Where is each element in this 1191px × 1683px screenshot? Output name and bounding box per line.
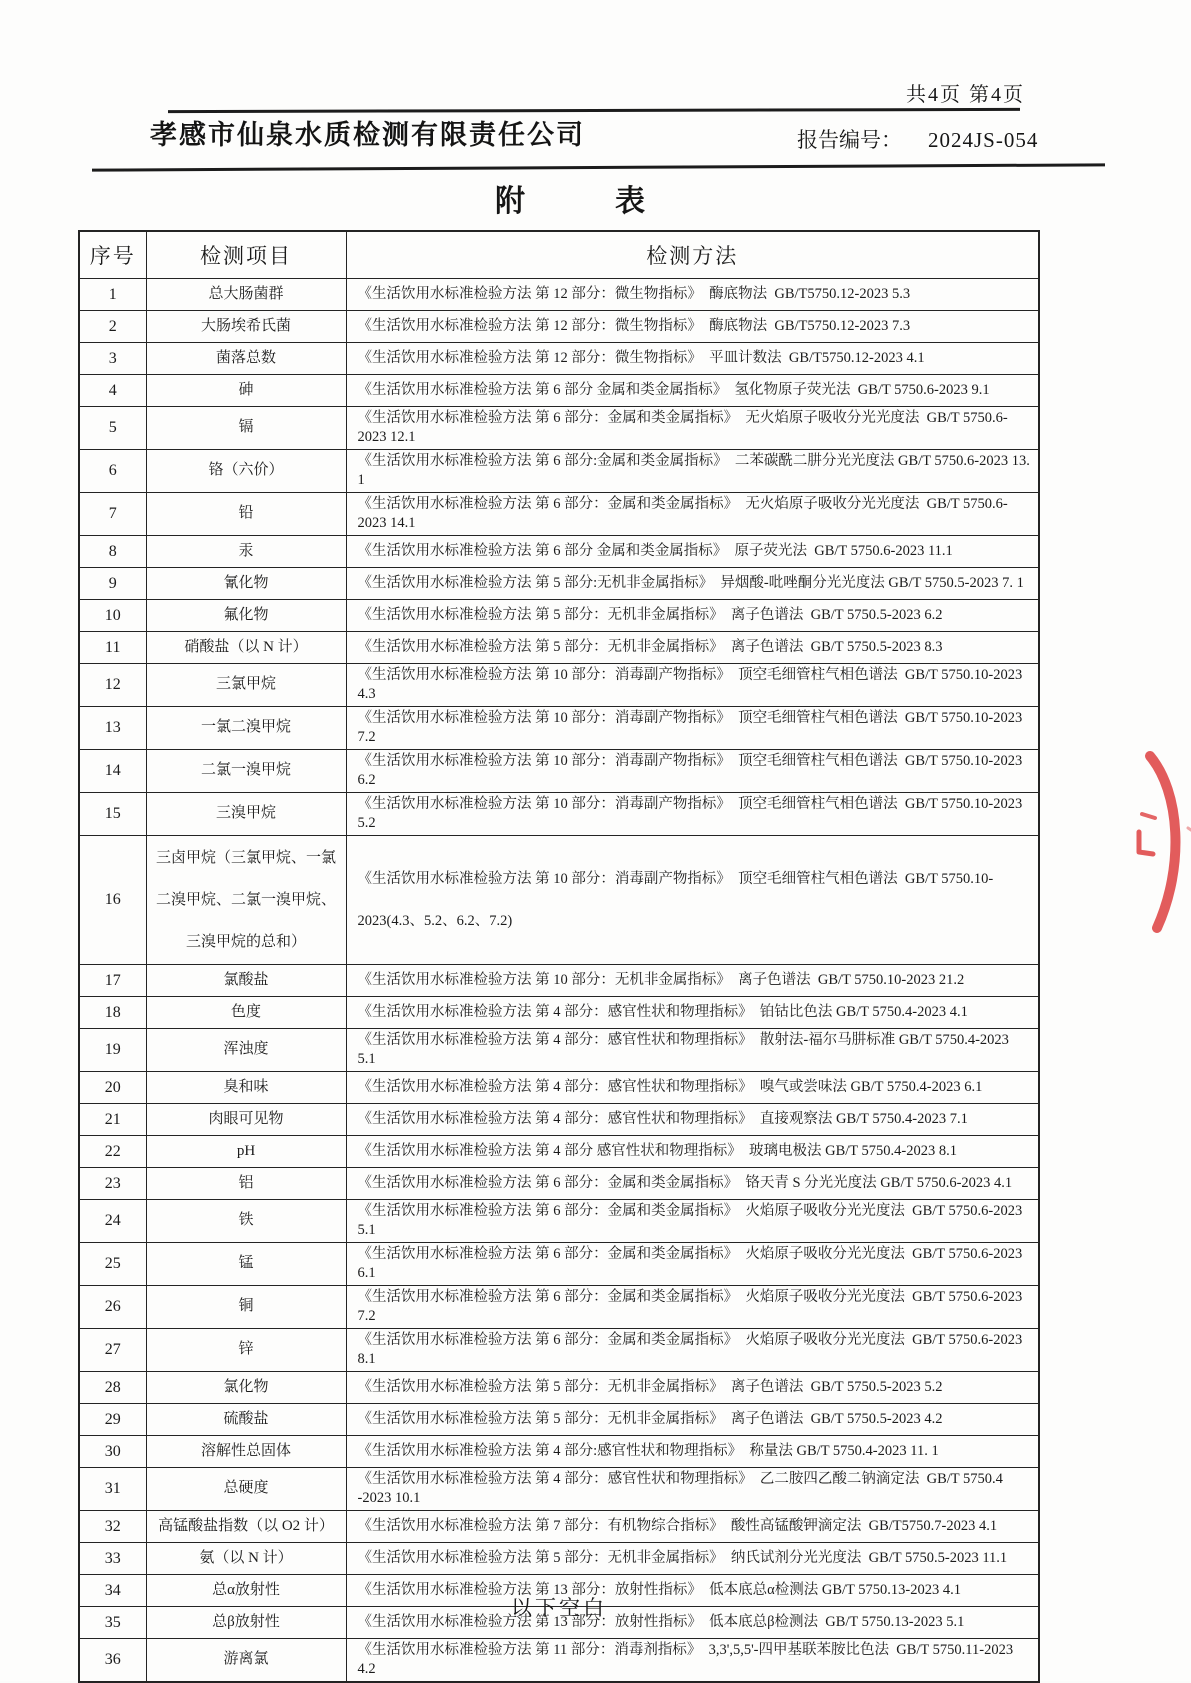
cell-no: 19 — [79, 1028, 146, 1071]
cell-no: 2 — [79, 310, 146, 342]
cell-no: 21 — [79, 1103, 146, 1135]
col-header-serial: 序号 — [79, 231, 146, 278]
cell-method: 《生活饮用水标准检验方法 第 6 部分：金属和类金属指标》 火焰原子吸收分光光度法 GB/T 5750.6-2023 5.1 — [346, 1199, 1039, 1242]
stamp-text-fragment — [1139, 832, 1153, 854]
cell-item: 氯酸盐 — [146, 964, 346, 996]
table-row — [79, 1242, 1039, 1285]
table-row — [79, 631, 1039, 663]
cell-no: 20 — [79, 1071, 146, 1103]
table-row — [79, 342, 1039, 374]
table-row — [79, 1103, 1039, 1135]
cell-method: 《生活饮用水标准检验方法 第 10 部分：消毒副产物指标》 顶空毛细管柱气相色谱法 GB/T 5750.10-2023 5.2 — [346, 792, 1039, 835]
methods-table-head — [79, 231, 1039, 278]
cell-item: 总α放射性 — [146, 1574, 346, 1606]
table-row — [79, 1638, 1039, 1682]
cell-no: 18 — [79, 996, 146, 1028]
table-row — [79, 1028, 1039, 1071]
table-row — [79, 1371, 1039, 1403]
cell-item: 锌 — [146, 1328, 346, 1371]
cell-item: 肉眼可见物 — [146, 1103, 346, 1135]
cell-item: 一氯二溴甲烷 — [146, 706, 346, 749]
table-row — [79, 792, 1039, 835]
cell-item: 总大肠菌群 — [146, 278, 346, 310]
methods-table — [78, 230, 1040, 1683]
cell-item: 总β放射性 — [146, 1606, 346, 1638]
table-row — [79, 567, 1039, 599]
cell-no: 22 — [79, 1135, 146, 1167]
cell-method: 《生活饮用水标准检验方法 第 6 部分：金属和类金属指标》 无火焰原子吸收分光光度法 GB/T 5750.6-2023 14.1 — [346, 492, 1039, 535]
table-row — [79, 749, 1039, 792]
methods-table-body — [79, 278, 1039, 1682]
table-row — [79, 449, 1039, 492]
col-header-item: 检测项目 — [146, 231, 346, 278]
stamp-arc-stroke — [1150, 756, 1175, 928]
table-row — [79, 1167, 1039, 1199]
cell-method: 《生活饮用水标准检验方法 第 6 部分：金属和类金属指标》 火焰原子吸收分光光度法 GB/T 5750.6-2023 8.1 — [346, 1328, 1039, 1371]
cell-item: 铁 — [146, 1199, 346, 1242]
cell-method: 《生活饮用水标准检验方法 第 6 部分：金属和类金属指标》 火焰原子吸收分光光度法 GB/T 5750.6-2023 6.1 — [346, 1242, 1039, 1285]
cell-method: 《生活饮用水标准检验方法 第 10 部分：消毒副产物指标》 顶空毛细管柱气相色谱法 GB/T 5750.10-2023 6.2 — [346, 749, 1039, 792]
cell-item: 二氯一溴甲烷 — [146, 749, 346, 792]
footer-note: 以下空白 — [511, 1596, 607, 1620]
table-row — [79, 1467, 1039, 1510]
cell-no: 17 — [79, 964, 146, 996]
cell-method: 《生活饮用水标准检验方法 第 13 部分：放射性指标》 低本底总α检测法 GB/T 5750.13-2023 4.1 — [346, 1574, 1039, 1606]
red-stamp-arc — [1118, 748, 1191, 938]
cell-no: 34 — [79, 1574, 146, 1606]
report-number-label: 报告编号： — [797, 128, 902, 152]
table-row — [79, 310, 1039, 342]
cell-method: 《生活饮用水标准检验方法 第 10 部分：消毒副产物指标》 顶空毛细管柱气相色谱法 GB/T 5750.10-2023 7.2 — [346, 706, 1039, 749]
cell-item: 三卤甲烷（三氯甲烷、一氯二溴甲烷、二氯一溴甲烷、三溴甲烷的总和） — [146, 835, 346, 964]
cell-item: 锰 — [146, 1242, 346, 1285]
cell-no: 14 — [79, 749, 146, 792]
cell-method: 《生活饮用水标准检验方法 第 12 部分：微生物指标》 平皿计数法 GB/T5750.12-2023 4.1 — [346, 342, 1039, 374]
cell-item: 大肠埃希氏菌 — [146, 310, 346, 342]
cell-item: 铅 — [146, 492, 346, 535]
stamp-text-fragment — [1142, 814, 1155, 818]
report-number-value: 2024JS-054 — [928, 128, 1039, 152]
cell-method: 《生活饮用水标准检验方法 第 5 部分：无机非金属指标》 离子色谱法 GB/T 5750.5-2023 5.2 — [346, 1371, 1039, 1403]
col-header-method: 检测方法 — [346, 231, 1039, 278]
header-row — [79, 231, 1039, 278]
cell-method: 《生活饮用水标准检验方法 第 6 部分：金属和类金属指标》 铬天青 S 分光光度法 GB/T 5750.6-2023 4.1 — [346, 1167, 1039, 1199]
cell-method: 《生活饮用水标准检验方法 第 10 部分：消毒副产物指标》 顶空毛细管柱气相色谱法 GB/T 5750.10-2023(4.3、5.2、6.2、7.2) — [346, 835, 1039, 964]
cell-method: 《生活饮用水标准检验方法 第 5 部分：无机非金属指标》 离子色谱法 GB/T 5750.5-2023 6.2 — [346, 599, 1039, 631]
cell-method: 《生活饮用水标准检验方法 第 5 部分:无机非金属指标》 异烟酸-吡唑酮分光光度法 GB/T 5750.5-2023 7. 1 — [346, 567, 1039, 599]
cell-item: 铜 — [146, 1285, 346, 1328]
cell-item: 游离氯 — [146, 1638, 346, 1682]
cell-item: 氰化物 — [146, 567, 346, 599]
cell-no: 35 — [79, 1606, 146, 1638]
cell-item: 氯化物 — [146, 1371, 346, 1403]
cell-no: 27 — [79, 1328, 146, 1371]
cell-no: 12 — [79, 663, 146, 706]
cell-method: 《生活饮用水标准检验方法 第 12 部分：微生物指标》 酶底物法 GB/T5750.12-2023 7.3 — [346, 310, 1039, 342]
table-row — [79, 1510, 1039, 1542]
cell-no: 23 — [79, 1167, 146, 1199]
cell-method: 《生活饮用水标准检验方法 第 4 部分：感官性状和物理指标》 嗅气或尝味法 GB/T 5750.4-2023 6.1 — [346, 1071, 1039, 1103]
cell-no: 31 — [79, 1467, 146, 1510]
table-row — [79, 996, 1039, 1028]
header-rule-bottom — [92, 163, 1105, 171]
cell-method: 《生活饮用水标准检验方法 第 11 部分：消毒剂指标》 3,3',5,5'-四甲基联苯胺比色法 GB/T 5750.11-2023 4.2 — [346, 1638, 1039, 1682]
cell-no: 30 — [79, 1435, 146, 1467]
report-number — [797, 124, 1038, 154]
table-row — [79, 964, 1039, 996]
cell-no: 36 — [79, 1638, 146, 1682]
cell-item: 铬（六价） — [146, 449, 346, 492]
cell-method: 《生活饮用水标准检验方法 第 12 部分：微生物指标》 酶底物法 GB/T5750.12-2023 5.3 — [346, 278, 1039, 310]
company-name: 孝感市仙泉水质检测有限责任公司 — [150, 120, 585, 150]
cell-item: 氨（以 N 计） — [146, 1542, 346, 1574]
cell-method: 《生活饮用水标准检验方法 第 10 部分：消毒副产物指标》 顶空毛细管柱气相色谱法 GB/T 5750.10-2023 4.3 — [346, 663, 1039, 706]
cell-no: 26 — [79, 1285, 146, 1328]
table-row — [79, 1285, 1039, 1328]
cell-no: 1 — [79, 278, 146, 310]
cell-method: 《生活饮用水标准检验方法 第 4 部分:感官性状和物理指标》 称量法 GB/T 5750.4-2023 11. 1 — [346, 1435, 1039, 1467]
cell-item: 三溴甲烷 — [146, 792, 346, 835]
cell-no: 5 — [79, 406, 146, 449]
cell-no: 15 — [79, 792, 146, 835]
cell-no: 13 — [79, 706, 146, 749]
cell-no: 24 — [79, 1199, 146, 1242]
cell-item: 汞 — [146, 535, 346, 567]
cell-method: 《生活饮用水标准检验方法 第 10 部分：无机非金属指标》 离子色谱法 GB/T 5750.10-2023 21.2 — [346, 964, 1039, 996]
table-row — [79, 1403, 1039, 1435]
cell-method: 《生活饮用水标准检验方法 第 4 部分：感官性状和物理指标》 乙二胺四乙酸二钠滴定法 GB/T 5750.4 -2023 10.1 — [346, 1467, 1039, 1510]
cell-item: 砷 — [146, 374, 346, 406]
table-row — [79, 1542, 1039, 1574]
table-row — [79, 706, 1039, 749]
cell-no: 7 — [79, 492, 146, 535]
table-row — [79, 599, 1039, 631]
cell-method: 《生活饮用水标准检验方法 第 4 部分 感官性状和物理指标》 玻璃电极法 GB/T 5750.4-2023 8.1 — [346, 1135, 1039, 1167]
cell-method: 《生活饮用水标准检验方法 第 4 部分：感官性状和物理指标》 铂钴比色法 GB/T 5750.4-2023 4.1 — [346, 996, 1039, 1028]
cell-method: 《生活饮用水标准检验方法 第 5 部分：无机非金属指标》 离子色谱法 GB/T 5750.5-2023 8.3 — [346, 631, 1039, 663]
table-row — [79, 492, 1039, 535]
table-row — [79, 278, 1039, 310]
cell-item: 镉 — [146, 406, 346, 449]
cell-method: 《生活饮用水标准检验方法 第 5 部分：无机非金属指标》 离子色谱法 GB/T 5750.5-2023 4.2 — [346, 1403, 1039, 1435]
table-row — [79, 1071, 1039, 1103]
cell-no: 8 — [79, 535, 146, 567]
cell-method: 《生活饮用水标准检验方法 第 6 部分 金属和类金属指标》 原子荧光法 GB/T 5750.6-2023 11.1 — [346, 535, 1039, 567]
page-number: 共4页 第4页 — [906, 84, 1025, 106]
table-row — [79, 835, 1039, 964]
cell-no: 11 — [79, 631, 146, 663]
cell-method: 《生活饮用水标准检验方法 第 4 部分：感官性状和物理指标》 直接观察法 GB/T 5750.4-2023 7.1 — [346, 1103, 1039, 1135]
cell-no: 33 — [79, 1542, 146, 1574]
cell-item: pH — [146, 1135, 346, 1167]
cell-method: 《生活饮用水标准检验方法 第 5 部分：无机非金属指标》 纳氏试剂分光光度法 GB/T 5750.5-2023 11.1 — [346, 1542, 1039, 1574]
cell-method: 《生活饮用水标准检验方法 第 6 部分：金属和类金属指标》 无火焰原子吸收分光光度法 GB/T 5750.6-2023 12.1 — [346, 406, 1039, 449]
cell-method: 《生活饮用水标准检验方法 第 4 部分：感官性状和物理指标》 散射法-福尔马肼标准 GB/T 5750.4-2023 5.1 — [346, 1028, 1039, 1071]
cell-no: 28 — [79, 1371, 146, 1403]
cell-no: 6 — [79, 449, 146, 492]
cell-no: 16 — [79, 835, 146, 964]
cell-item: 色度 — [146, 996, 346, 1028]
cell-no: 29 — [79, 1403, 146, 1435]
cell-item: 浑浊度 — [146, 1028, 346, 1071]
table-row — [79, 1328, 1039, 1371]
cell-item: 总硬度 — [146, 1467, 346, 1510]
table-row — [79, 374, 1039, 406]
table-row — [79, 1199, 1039, 1242]
cell-no: 4 — [79, 374, 146, 406]
cell-method: 《生活饮用水标准检验方法 第 6 部分：金属和类金属指标》 火焰原子吸收分光光度法 GB/T 5750.6-2023 7.2 — [346, 1285, 1039, 1328]
cell-no: 32 — [79, 1510, 146, 1542]
table-row — [79, 663, 1039, 706]
table-row — [79, 535, 1039, 567]
cell-item: 氟化物 — [146, 599, 346, 631]
table-row — [79, 1435, 1039, 1467]
appendix-title: 附 表 — [495, 185, 645, 218]
cell-item: 硝酸盐（以 N 计） — [146, 631, 346, 663]
cell-method: 《生活饮用水标准检验方法 第 13 部分：放射性指标》 低本底总β检测法 GB/T 5750.13-2023 5.1 — [346, 1606, 1039, 1638]
cell-no: 10 — [79, 599, 146, 631]
cell-item: 臭和味 — [146, 1071, 346, 1103]
cell-item: 高锰酸盐指数（以 O2 计） — [146, 1510, 346, 1542]
cell-no: 25 — [79, 1242, 146, 1285]
cell-item: 硫酸盐 — [146, 1403, 346, 1435]
cell-no: 9 — [79, 567, 146, 599]
cell-method: 《生活饮用水标准检验方法 第 6 部分:金属和类金属指标》 二苯碳酰二肼分光光度法 GB/T 5750.6-2023 13. 1 — [346, 449, 1039, 492]
cell-method: 《生活饮用水标准检验方法 第 6 部分 金属和类金属指标》 氢化物原子荧光法 GB/T 5750.6-2023 9.1 — [346, 374, 1039, 406]
cell-item: 菌落总数 — [146, 342, 346, 374]
table-row — [79, 406, 1039, 449]
cell-item: 铝 — [146, 1167, 346, 1199]
cell-no: 3 — [79, 342, 146, 374]
cell-item: 溶解性总固体 — [146, 1435, 346, 1467]
table-row — [79, 1135, 1039, 1167]
cell-method: 《生活饮用水标准检验方法 第 7 部分：有机物综合指标》 酸性高锰酸钾滴定法 GB/T5750.7-2023 4.1 — [346, 1510, 1039, 1542]
cell-item: 三氯甲烷 — [146, 663, 346, 706]
